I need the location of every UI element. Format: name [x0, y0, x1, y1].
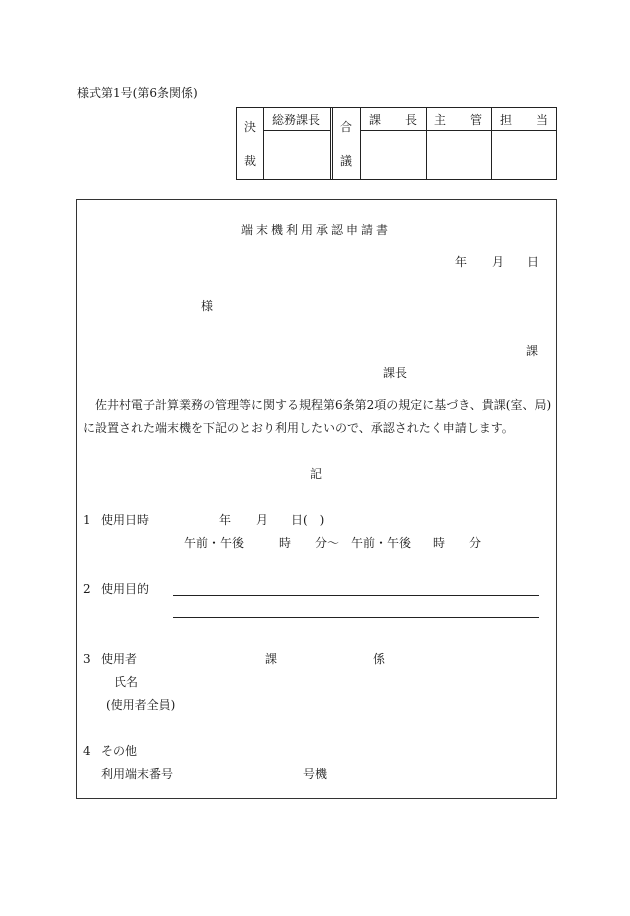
purpose-line-2[interactable] — [173, 617, 539, 618]
applicant-dept: 課 — [526, 344, 539, 358]
item1-number: 1 — [83, 513, 91, 527]
form-number: 様式第1号(第6条関係) — [77, 86, 198, 100]
somu-kacho-header: 総務課長 — [271, 113, 321, 127]
table-divider — [263, 108, 264, 179]
item1-min-end: 分 — [469, 536, 482, 550]
addressee-suffix: 様 — [201, 299, 214, 313]
kessai-label-top: 決 — [243, 120, 257, 134]
item4-terminal-label: 利用端末番号 — [101, 767, 174, 781]
date-day: 日 — [527, 255, 540, 269]
table-row-divider — [360, 130, 557, 131]
table-divider — [332, 108, 333, 179]
item4-number: 4 — [83, 744, 91, 758]
item1-day: 日( ) — [291, 513, 325, 527]
table-row-divider — [263, 130, 330, 131]
tanto-header: 担 当 — [499, 113, 549, 127]
gogi-label-bottom: 議 — [339, 154, 353, 168]
item1-min-start: 分〜 — [315, 536, 340, 550]
item1-month: 月 — [256, 513, 269, 527]
document-title: 端末機利用承認申請書 — [240, 223, 392, 237]
item1-hour-start: 時 — [279, 536, 292, 550]
shukan-header: 主 管 — [433, 113, 483, 127]
item1-ampm-end: 午前・午後 — [351, 536, 412, 550]
item1-year: 年 — [219, 513, 232, 527]
item3-name: 氏名 — [114, 675, 139, 689]
table-divider — [491, 108, 492, 179]
date-year: 年 — [455, 255, 468, 269]
applicant-title: 課長 — [383, 366, 408, 380]
approval-table — [236, 107, 557, 180]
item4-goki: 号機 — [303, 767, 328, 781]
purpose-line-1[interactable] — [173, 595, 539, 596]
item1-ampm-start: 午前・午後 — [184, 536, 245, 550]
ki-heading: 記 — [309, 467, 323, 481]
item2-label: 使用目的 — [101, 582, 150, 596]
item4-label: その他 — [101, 744, 138, 758]
gogi-label-top: 合 — [339, 120, 353, 134]
body-line-2: に設置された端末機を下記のとおり利用したいので、承認されたく申請します。 — [83, 421, 514, 435]
item3-ka: 課 — [265, 652, 278, 666]
table-divider — [330, 108, 331, 179]
item3-label: 使用者 — [101, 652, 138, 666]
item1-hour-end: 時 — [433, 536, 446, 550]
item3-kakari: 係 — [373, 652, 386, 666]
item3-all-users: (使用者全員) — [106, 698, 176, 712]
item1-label: 使用日時 — [101, 513, 150, 527]
item2-number: 2 — [83, 582, 91, 596]
kessai-label-bottom: 裁 — [243, 154, 257, 168]
date-month: 月 — [492, 255, 505, 269]
kacho-header: 課 長 — [368, 113, 418, 127]
table-divider — [426, 108, 427, 179]
table-divider — [360, 108, 361, 179]
item3-number: 3 — [83, 652, 91, 666]
body-line-1: 佐井村電子計算業務の管理等に関する規程第6条第2項の規定に基づき、貴課(室、局) — [95, 398, 552, 412]
